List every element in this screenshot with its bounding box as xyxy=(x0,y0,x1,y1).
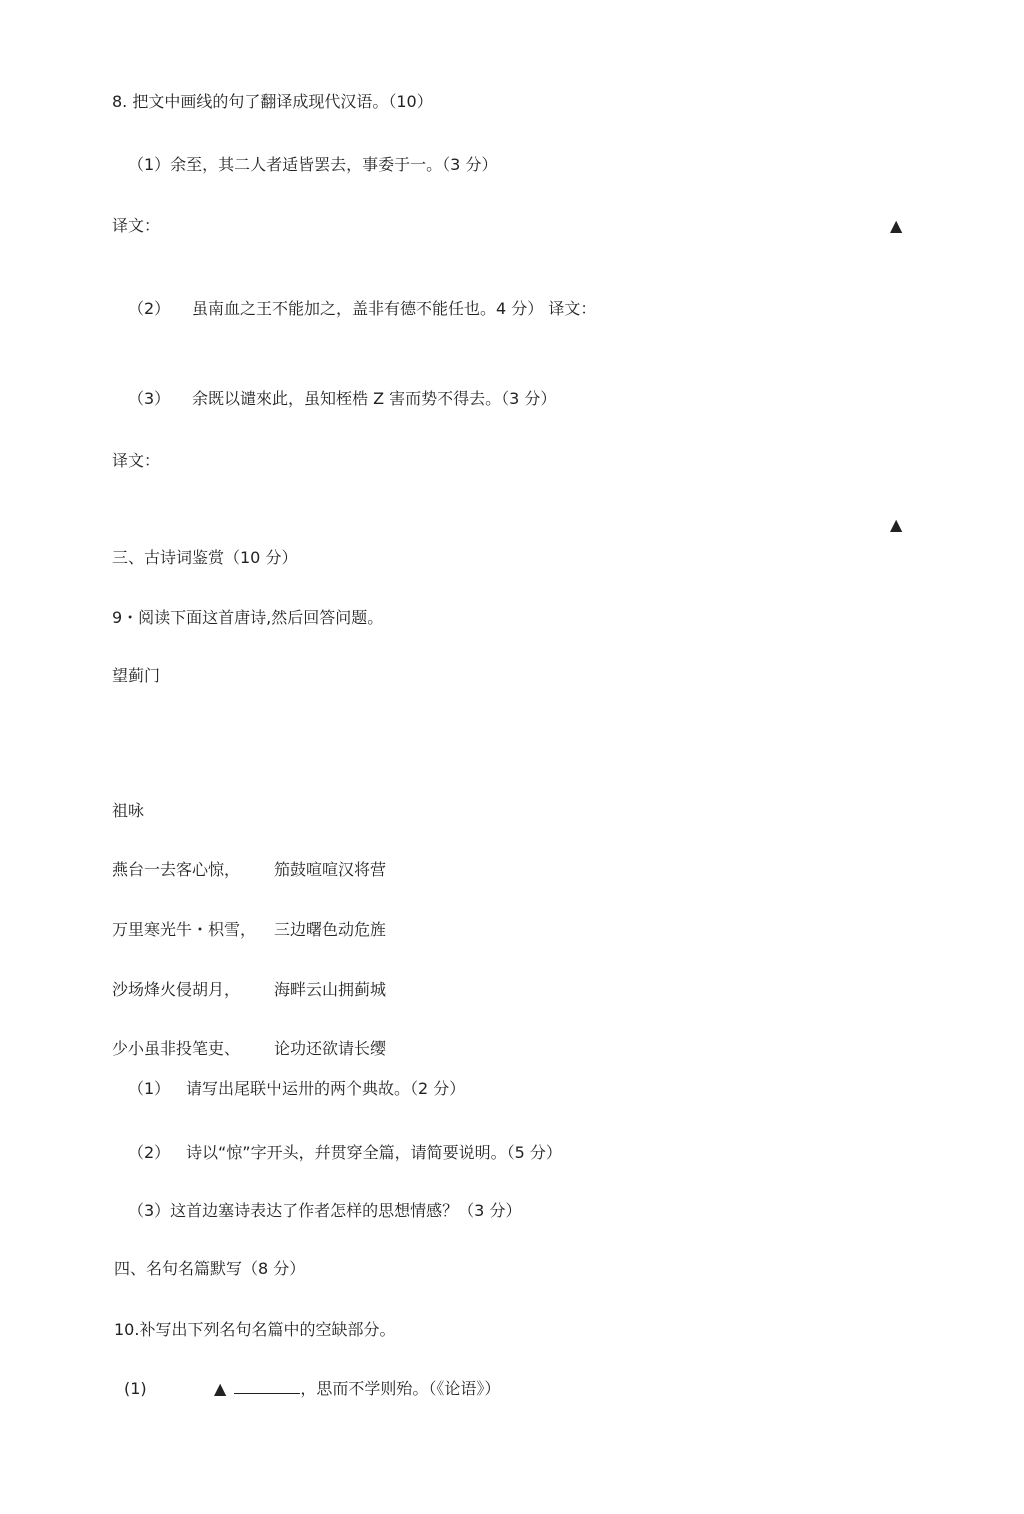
q9-sub-1: 请写出尾联屮运卅的两个典故。（2 分） xyxy=(186,1079,466,1098)
poem-line-3b: 海畔云山拥蓟城 xyxy=(274,980,387,999)
q8-item-1: （1）余至，其二人者适皆罢去，事委于一。（3 分） xyxy=(128,155,498,174)
q10-item-1-number: (1) xyxy=(124,1379,147,1398)
answer-marker-triangle-1: ▲ xyxy=(890,216,903,235)
translation-label-1: 译文： xyxy=(112,216,161,235)
answer-marker-triangle: ▲ xyxy=(214,1379,227,1398)
q10-prompt: 10.补写出下列名句名篇中的空缺部分。 xyxy=(114,1320,396,1339)
section-4-heading: 四、名句名篇默写（8 分） xyxy=(114,1259,306,1278)
q9-sub-1-number: （1） xyxy=(128,1079,171,1098)
poem-line-2a: 万里寒光牛・枳雪， xyxy=(112,920,257,939)
fill-in-blank[interactable] xyxy=(234,1379,300,1394)
q8-item-2-number: （2） xyxy=(128,299,171,318)
q9-sub-3: （3）这首边塞诗表达了作者怎样的思想情感？（3 分） xyxy=(128,1201,522,1220)
poem-line-4a: 少小虽非投笔吏、 xyxy=(112,1039,241,1058)
translation-label-3: 译文： xyxy=(112,451,161,470)
q8-title: 8. 把文中画线的句了翻译成现代汉语。（10） xyxy=(112,92,433,111)
q8-item-3-number: （3） xyxy=(128,389,171,408)
q10-item-1-text: ，思而不学则殆。（《论语》） xyxy=(300,1379,501,1398)
poem-author: 祖咏 xyxy=(112,801,145,820)
q9-sub-2: 诗以“惊”字开头，幷贯穿全篇，请简要说明。（5 分） xyxy=(186,1143,562,1162)
q8-item-2: 虽南血之王不能加之，盖非有德不能任也。4 分） 译文： xyxy=(192,299,597,318)
poem-line-1a: 燕台一去客心惊， xyxy=(112,860,241,879)
q10-item-1-line xyxy=(214,1379,500,1399)
poem-title: 望蓟门 xyxy=(112,666,161,685)
poem-line-1b: 笳鼓喧喧汉将营 xyxy=(274,860,387,879)
poem-line-3a: 沙场烽火侵胡月， xyxy=(112,980,241,999)
poem-line-4b: 论功还欲请长缨 xyxy=(274,1039,387,1058)
q8-item-3: 余既以谴來此，虽知桎梏 Z 害而势不得去。（3 分） xyxy=(192,389,557,408)
q9-sub-2-number: （2） xyxy=(128,1143,171,1162)
q9-prompt: 9・阅读下面这首唐诗,然后回答问题。 xyxy=(112,608,384,627)
answer-marker-triangle-3: ▲ xyxy=(890,515,903,534)
poem-line-2b: 三边曙色动危旌 xyxy=(274,920,387,939)
section-3-heading: 三、古诗词鉴赏（10 分） xyxy=(112,548,298,567)
